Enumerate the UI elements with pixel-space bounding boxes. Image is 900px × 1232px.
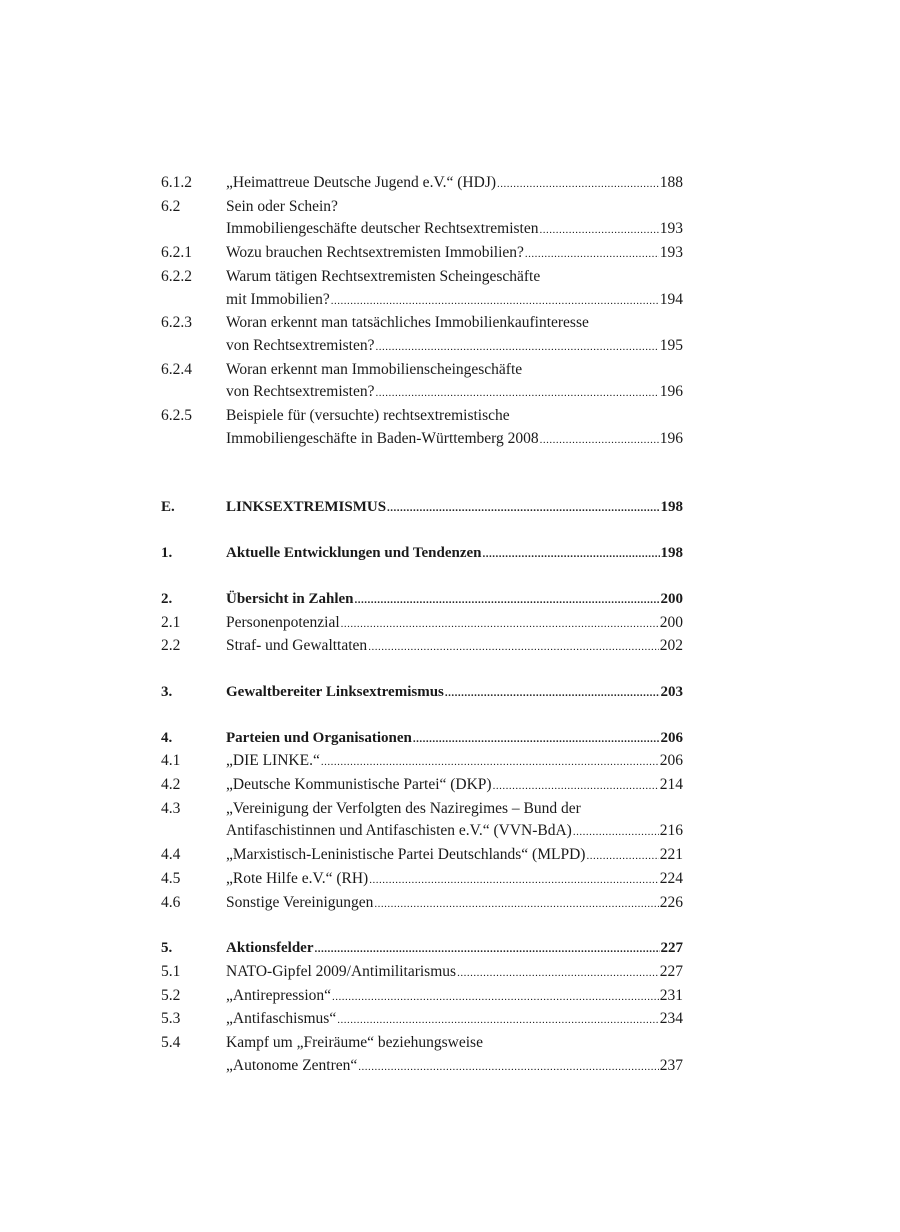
toc-entry[interactable]	[161, 868, 683, 892]
spacer	[161, 915, 683, 937]
dot-leader	[497, 173, 659, 196]
toc-entry-page: 200	[659, 613, 683, 631]
toc-entry[interactable]	[161, 1032, 683, 1078]
dot-leader	[341, 613, 659, 636]
toc-entry-page: 200	[660, 590, 683, 607]
toc-entry-page: 194	[659, 290, 683, 308]
dot-leader	[525, 243, 659, 266]
dot-leader	[586, 845, 658, 868]
toc-entry-number: 4.4	[161, 846, 181, 864]
toc-section[interactable]	[161, 727, 683, 751]
toc-entry-title: „Antirepression“	[226, 986, 332, 1004]
toc-entry-number: 5.2	[161, 986, 181, 1004]
toc-section[interactable]	[161, 681, 683, 705]
toc-entry-title: Straf- und Gewalttaten	[226, 637, 368, 655]
toc-entry-number: 4.5	[161, 869, 181, 887]
toc-entry-page: 198	[660, 499, 683, 516]
toc-entry-number: 4.1	[161, 752, 181, 770]
toc-entry-number: 5.4	[161, 1034, 181, 1052]
toc-entry-number: 4.	[161, 729, 173, 746]
toc-entry[interactable]	[161, 312, 683, 358]
dot-leader	[321, 751, 659, 774]
toc-entry-number: 2.1	[161, 613, 181, 631]
toc-section[interactable]	[161, 937, 683, 961]
toc-entry-page: 226	[659, 893, 683, 911]
toc-entry-title: Personenpotenzial	[226, 613, 340, 631]
toc-entry-page: 206	[660, 729, 683, 746]
toc-entry-page: 237	[659, 1056, 683, 1074]
toc-entry[interactable]	[161, 844, 683, 868]
toc-entry-title: Sein oder Schein?	[226, 197, 338, 215]
toc-entry-page: 214	[659, 776, 683, 794]
toc-entry-number: E.	[161, 499, 175, 516]
spacer	[161, 659, 683, 681]
toc-entry-title-cont: mit Immobilien?	[226, 290, 330, 308]
toc-entry-page: 224	[659, 869, 683, 887]
toc-entry-page: 196	[659, 383, 683, 401]
toc-entry[interactable]	[161, 635, 683, 659]
toc-entry[interactable]	[161, 892, 683, 916]
toc-entry-page: 231	[659, 986, 683, 1004]
toc-entry-title: „Antifaschismus“	[226, 1010, 337, 1028]
toc-entry-page: 216	[659, 822, 683, 840]
toc-entry[interactable]	[161, 242, 683, 266]
toc-entry-number: 5.1	[161, 962, 181, 980]
spacer	[161, 451, 683, 496]
toc-entry[interactable]	[161, 961, 683, 985]
toc-section[interactable]	[161, 542, 683, 566]
toc-entry-title: Warum tätigen Rechtsextremisten Scheingeschäfte	[226, 267, 541, 285]
toc-entry-page: 195	[659, 336, 683, 354]
toc-entry-title: „Marxistisch-Leninistische Partei Deutschlands“ (MLPD)	[226, 846, 586, 864]
toc-entry-title: NATO-Gipfel 2009/Antimilitarismus	[226, 962, 457, 980]
dot-leader	[387, 497, 659, 520]
dot-leader	[573, 821, 659, 844]
toc-entry-number: 5.3	[161, 1010, 181, 1028]
toc-entry[interactable]	[161, 798, 683, 844]
toc-entry-number: 6.1.2	[161, 174, 192, 191]
toc-chapter[interactable]	[161, 496, 683, 520]
toc-entry[interactable]	[161, 359, 683, 405]
toc-entry-title: Kampf um „Freiräume“ beziehungsweise	[226, 1034, 483, 1052]
toc-entry-page: 221	[659, 846, 683, 864]
toc-entry[interactable]	[161, 266, 683, 312]
spacer	[161, 520, 683, 542]
toc-entry-number: 6.2.4	[161, 360, 192, 378]
toc-entry-number: 1.	[161, 545, 173, 562]
toc-entry-title: Übersicht in Zahlen	[226, 590, 354, 607]
toc-entry-title: Aktionsfelder	[226, 940, 314, 957]
toc-entry[interactable]	[161, 196, 683, 242]
dot-leader	[376, 336, 659, 359]
toc-entry-title: Woran erkennt man tatsächliches Immobilienkaufinteresse	[226, 314, 589, 332]
toc-entry-title: Gewaltbereiter Linksextremismus	[226, 683, 444, 700]
toc-entry-title-cont: Immobiliengeschäfte deutscher Rechtsextremisten	[226, 220, 539, 238]
toc-entry-number: 4.2	[161, 776, 181, 794]
toc-entry-number: 3.	[161, 683, 173, 700]
dot-leader	[493, 775, 659, 798]
dot-leader	[332, 986, 659, 1009]
toc-entry-title-cont: Immobiliengeschäfte in Baden-Württemberg 2008	[226, 429, 539, 447]
toc-entry[interactable]	[161, 1008, 683, 1032]
dot-leader	[331, 290, 659, 313]
toc-entry[interactable]	[161, 405, 683, 451]
toc-entry-page: 188	[659, 174, 683, 191]
spacer	[161, 566, 683, 588]
toc-entry-page: 227	[659, 962, 683, 980]
dot-leader	[540, 429, 659, 452]
toc-entry-page: 234	[659, 1010, 683, 1028]
toc-entry-number: 6.2	[161, 197, 181, 215]
toc-entry-title: LINKSEXTREMISMUS	[226, 499, 387, 516]
toc-entry-number: 2.	[161, 590, 173, 607]
dot-leader	[355, 589, 660, 612]
dot-leader	[457, 962, 659, 985]
toc-entry-page: 206	[659, 752, 683, 770]
toc-entry-page: 227	[660, 940, 683, 957]
toc-entry-number: 5.	[161, 940, 173, 957]
toc-entry-title-cont: von Rechtsextremisten?	[226, 383, 375, 401]
dot-leader	[368, 636, 659, 659]
toc-entry-page: 198	[660, 545, 683, 562]
dot-leader	[483, 543, 660, 566]
toc-entry-number: 6.2.2	[161, 267, 192, 285]
dot-leader	[374, 893, 658, 916]
toc-entry-number: 6.2.1	[161, 244, 192, 262]
toc-entry-title: „Rote Hilfe e.V.“ (RH)	[226, 869, 369, 887]
table-of-contents	[161, 172, 683, 1079]
toc-section[interactable]	[161, 588, 683, 612]
dot-leader	[539, 219, 658, 242]
toc-entry-number: 2.2	[161, 637, 181, 655]
toc-entry-page: 196	[659, 429, 683, 447]
toc-entry-title: „Deutsche Kommunistische Partei“ (DKP)	[226, 776, 492, 794]
dot-leader	[337, 1009, 659, 1032]
toc-entry-number: 4.3	[161, 799, 181, 817]
toc-entry-title: Beispiele für (versuchte) rechtsextremistische	[226, 407, 510, 425]
spacer	[161, 705, 683, 727]
toc-entry-title: Aktuelle Entwicklungen und Tendenzen	[226, 545, 482, 562]
toc-entry-title-cont: von Rechtsextremisten?	[226, 336, 375, 354]
toc-entry-title: Parteien und Organisationen	[226, 729, 412, 746]
toc-entry-title: „DIE LINKE.“	[226, 752, 320, 770]
dot-leader	[315, 938, 660, 961]
toc-entry[interactable]	[161, 172, 683, 196]
toc-entry-title-cont: Antifaschistinnen und Antifaschisten e.V.“ (VVN-BdA)	[226, 822, 572, 840]
toc-entry-title: „Heimattreue Deutsche Jugend e.V.“ (HDJ)	[226, 174, 497, 191]
dot-leader	[358, 1056, 658, 1079]
toc-entry-number: 6.2.3	[161, 314, 192, 332]
dot-leader	[376, 382, 659, 405]
toc-entry-title: Woran erkennt man Immobilienscheingeschäfte	[226, 360, 523, 378]
toc-entry-title: Sonstige Vereinigungen	[226, 893, 374, 911]
toc-entry[interactable]	[161, 750, 683, 774]
toc-entry-number: 4.6	[161, 893, 181, 911]
toc-entry-title: „Vereinigung der Verfolgten des Naziregimes – Bund der	[226, 799, 581, 817]
toc-entry-number: 6.2.5	[161, 407, 192, 425]
toc-entry-title-cont: „Autonome Zentren“	[226, 1056, 358, 1074]
toc-entry[interactable]	[161, 612, 683, 636]
toc-entry[interactable]	[161, 985, 683, 1009]
toc-entry-page: 193	[659, 244, 683, 262]
toc-entry[interactable]	[161, 774, 683, 798]
toc-entry-title: Wozu brauchen Rechtsextremisten Immobilien?	[226, 244, 524, 262]
toc-entry-page: 202	[659, 637, 683, 655]
dot-leader	[413, 728, 660, 751]
toc-entry-page: 193	[659, 220, 683, 238]
dot-leader	[369, 869, 659, 892]
toc-entry-page: 203	[660, 683, 683, 700]
dot-leader	[445, 682, 660, 705]
